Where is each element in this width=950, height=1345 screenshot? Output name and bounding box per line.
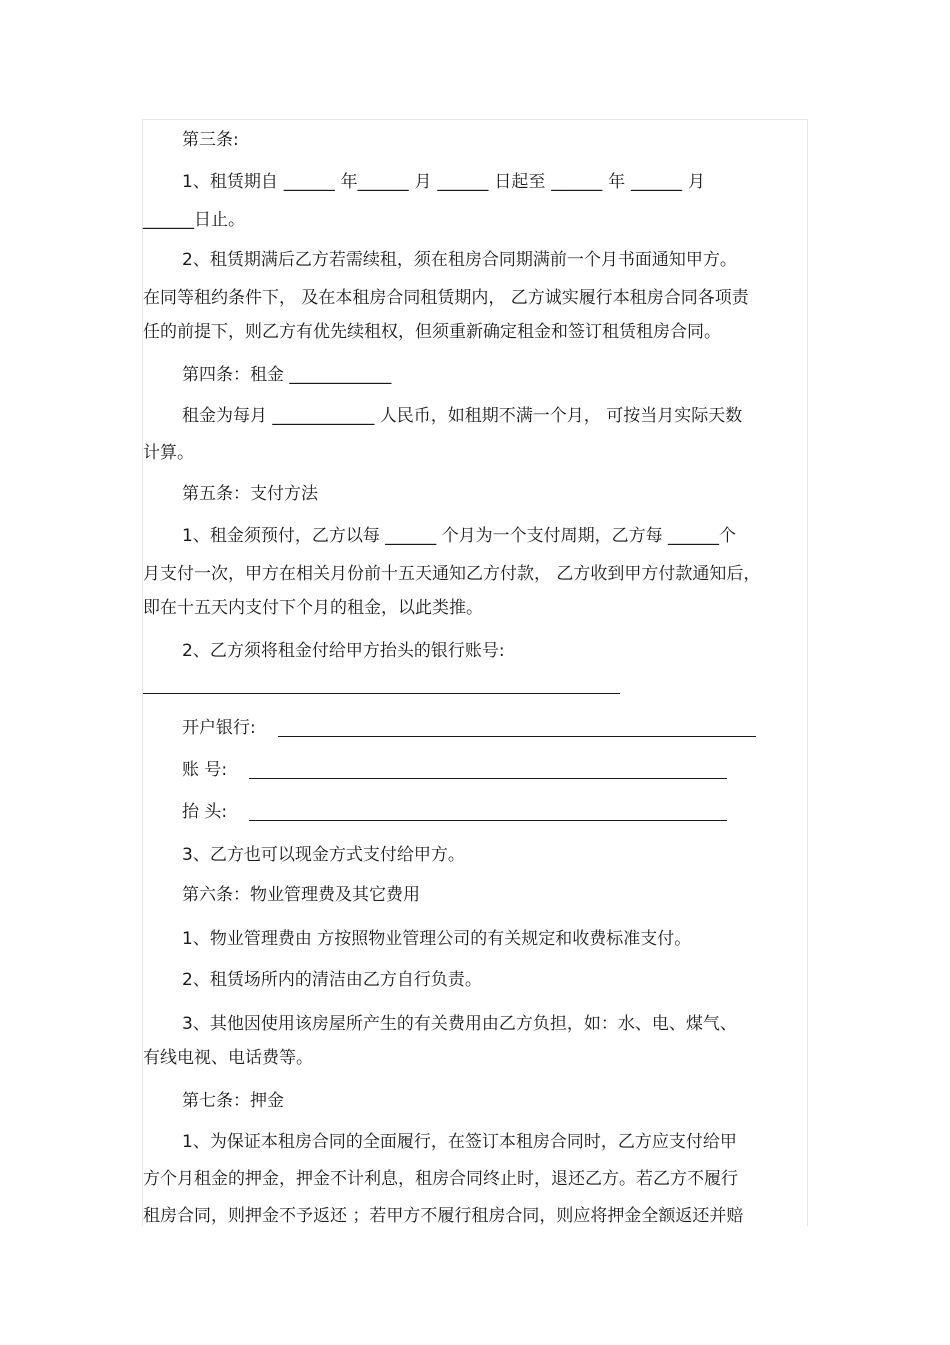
- bank-name-label: 开户银行:: [182, 718, 256, 738]
- paragraph-line: 租金为每月 ____________ 人民币，如租期不满一个月， 可按当月实际天数: [182, 406, 743, 426]
- article-5-heading: 第五条：支付方法: [182, 484, 318, 504]
- paragraph-line: 月支付一次，甲方在相关月份前十五天通知乙方付款， 乙方收到甲方付款通知后，: [143, 564, 761, 584]
- paragraph-line: 1、物业管理费由 方按照物业管理公司的有关规定和收费标准支付。: [182, 929, 692, 949]
- paragraph-line: ______日止。: [143, 210, 245, 230]
- article-6-heading: 第六条：物业管理费及其它费用: [182, 885, 420, 905]
- paragraph-line: 即在十五天内支付下个月的租金，以此类推。: [143, 598, 483, 618]
- paragraph-line: 2、乙方须将租金付给甲方抬头的银行账号:: [182, 641, 505, 661]
- paragraph-line: 方个月租金的押金，押金不计利息，租房合同终止时，退还乙方。若乙方不履行: [143, 1169, 738, 1189]
- paragraph-line: 3、其他因使用该房屋所产生的有关费用由乙方负担，如：水、电、煤气、: [182, 1014, 737, 1034]
- bank-account-blank: [143, 693, 620, 694]
- paragraph-line: 3、乙方也可以现金方式支付给甲方。: [182, 845, 465, 865]
- paragraph-line: 计算。: [143, 443, 194, 463]
- account-number-label: 账 号:: [182, 760, 228, 780]
- paragraph-line: 1、租赁期自 ______ 年______ 月 ______ 日起至 ______ 年 ______ 月: [182, 172, 705, 192]
- paragraph-line: 任的前提下，则乙方有优先续租权，但须重新确定租金和签订租赁租房合同。: [143, 322, 721, 342]
- paragraph-line: 2、租赁期满后乙方若需续租，须在租房合同期满前一个月书面通知甲方。: [182, 250, 737, 270]
- account-holder-blank: [249, 820, 727, 821]
- paragraph-line: 有线电视、电话费等。: [143, 1048, 313, 1068]
- paragraph-line: 在同等租约条件下， 及在本租房合同租赁期内， 乙方诚实履行本租房合同各项责: [143, 288, 749, 308]
- bank-name-blank: [278, 736, 756, 737]
- paragraph-line: 2、租赁场所内的清洁由乙方自行负责。: [182, 970, 482, 990]
- account-holder-label: 抬 头:: [182, 802, 228, 822]
- article-4-heading: 第四条：租金 ____________: [182, 365, 392, 385]
- paragraph-line: 租房合同，则押金不予返还 ；若甲方不履行租房合同，则应将押金全额返还并赔: [143, 1206, 744, 1226]
- article-3-heading: 第三条:: [182, 130, 239, 150]
- paragraph-line: 1、租金须预付，乙方以每 ______ 个月为一个支付周期，乙方每 ______个: [182, 526, 737, 546]
- account-number-blank: [249, 778, 727, 779]
- paragraph-line: 1、为保证本租房合同的全面履行，在签订本租房合同时，乙方应支付给甲: [182, 1132, 737, 1152]
- article-7-heading: 第七条：押金: [182, 1091, 284, 1111]
